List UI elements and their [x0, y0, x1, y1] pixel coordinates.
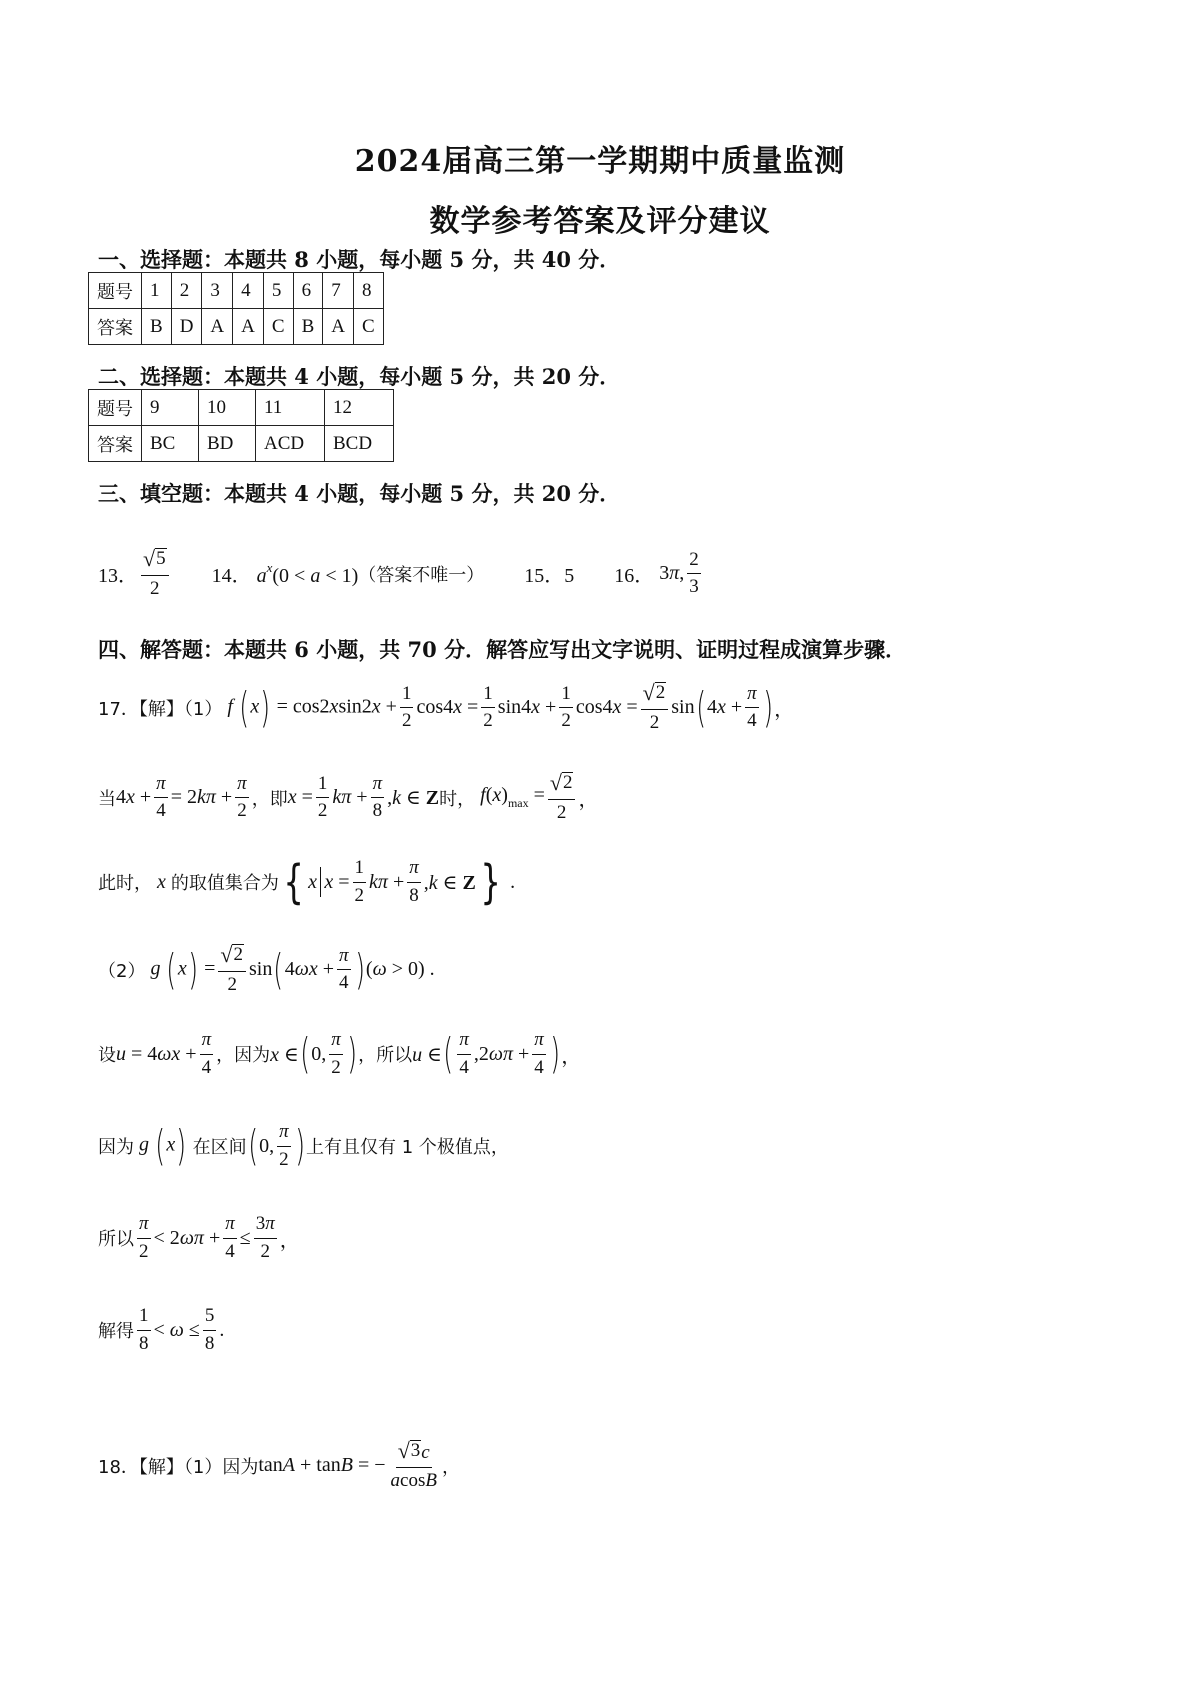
- document-title: 2024届高三第一学期期中质量监测: [354, 144, 846, 179]
- solution-18-heading: 18．【解】（1）因为: [98, 1456, 259, 1478]
- table-cell: 3: [202, 273, 233, 309]
- q16-label: 16．: [614, 565, 655, 588]
- table-row: [89, 309, 384, 345]
- table-cell: A: [202, 309, 233, 345]
- text-span: 的取值集合为: [170, 873, 279, 895]
- table-cell: B: [142, 309, 172, 345]
- solution-18-line-1: 18．【解】（1）因为 tanA + tanB = − √ 3 c acosB ，: [98, 1438, 460, 1491]
- table-cell: BCD: [325, 426, 394, 462]
- table-row: [89, 390, 394, 426]
- text-span: ，: [441, 1456, 460, 1478]
- table-cell: 12: [325, 390, 394, 426]
- section-1-heading: 一、选择题：本题共 8 小题，每小题 5 分，共 40 分．: [98, 247, 621, 272]
- solution-17-line-5: 设 u = 4ωx + $\frac{\pi}{4}$ ，因为 x ∈ ( 0, $\frac{\pi}{2}$ ) ，所以 u ∈ ( $\frac{\pi}{4}$ ,2ωπ + $\frac{\pi}{4}$ ) ，: [98, 1029, 582, 1079]
- text-span: 所以: [98, 1229, 134, 1251]
- table-row: [89, 273, 384, 309]
- table-cell: BD: [199, 426, 256, 462]
- q14-answer: $a^x(0 < a < 1)$: [256, 559, 359, 587]
- q14-note: （答案不唯一）: [358, 564, 485, 586]
- q16-fraction: [687, 550, 701, 599]
- text-span: 设: [98, 1045, 116, 1067]
- q16-denominator: 3: [689, 576, 699, 598]
- q13-numerator: 5: [156, 548, 166, 570]
- text-span: 时，: [439, 788, 476, 810]
- solution-17-heading: 17．【解】（1）: [98, 698, 223, 720]
- table-cell: 7: [323, 273, 354, 309]
- q15-answer: 15．5: [524, 565, 575, 588]
- table-cell: B: [293, 309, 323, 345]
- solution-17-line-7: 所以 $\frac{\pi}{2}$ < 2ωπ + $\frac{\pi}{4}$ ≤ $\frac{3\pi}{2}$ ，: [98, 1213, 300, 1262]
- table-cell: 1: [142, 273, 172, 309]
- table-cell: 答案: [89, 426, 142, 462]
- table-cell: 2: [171, 273, 202, 309]
- text-span: 此时，: [98, 873, 152, 895]
- table-cell: 题号: [89, 390, 142, 426]
- text-span: ，因为: [216, 1045, 271, 1067]
- table-cell: C: [263, 309, 293, 345]
- table-cell: C: [354, 309, 384, 345]
- solution-17-line-4: （2） g (x) = √ 2 2 sin ( 4ωx + $\frac{\pi}{4}$ ) (ω > 0) .: [98, 942, 435, 995]
- q16-answer: 3π,: [654, 562, 685, 585]
- fill-in-answers: [98, 548, 704, 600]
- q16-numerator: 2: [687, 550, 701, 575]
- table-cell: A: [233, 309, 264, 345]
- section-4-heading: 四、解答题：本题共 6 小题，共 70 分．解答应写出文字说明、证明过程成演算步骤．: [98, 637, 907, 662]
- text-span: （2）: [98, 960, 146, 982]
- table-cell: 6: [293, 273, 323, 309]
- table-cell: 11: [256, 390, 325, 426]
- solution-17-line-6: 因为 g (x) 在区间 ( 0, $\frac{\pi}{2}$ ) 上有且仅有 1 个极值点，: [98, 1121, 509, 1171]
- text-span: 在区间: [192, 1137, 247, 1159]
- text-span: 解得: [98, 1321, 134, 1343]
- section-3-heading: 三、填空题：本题共 4 小题，每小题 5 分，共 20 分．: [98, 481, 621, 506]
- table-cell: BC: [142, 426, 199, 462]
- solution-17-line-1: 17．【解】（1） f (x) = cos2xsin2x + $\frac{1}{2}$ cos4x = $\frac{1}{2}$ sin4x + $\frac{1}{2}$ cos4x = √ 2 2 sin ( 4x + $\frac{\pi}{4}$ ) ，: [98, 680, 795, 733]
- q13-denominator: 2: [150, 577, 160, 599]
- text-span: 上有且仅有 1 个极值点，: [305, 1137, 509, 1159]
- table-row: [89, 426, 394, 462]
- solution-17-line-3: 此时， x 的取值集合为 { x x = $\frac{1}{2}$ kπ + $\frac{\pi}{8}$ ,k ∈ Z } .: [98, 855, 516, 910]
- table-cell: 答案: [89, 309, 142, 345]
- q14-label: 14．: [211, 565, 252, 588]
- answer-table-1: [88, 272, 384, 345]
- solution-17-line-8: 解得 $\frac{1}{8}$ < ω ≤ $\frac{5}{8}$ .: [98, 1305, 225, 1354]
- section-2-heading: 二、选择题：本题共 4 小题，每小题 5 分，共 20 分．: [98, 364, 621, 389]
- table-cell: ACD: [256, 426, 325, 462]
- table-cell: D: [171, 309, 202, 345]
- document-subtitle: 数学参考答案及评分建议: [429, 204, 771, 239]
- text-span: ，所以: [358, 1045, 413, 1067]
- table-cell: 4: [233, 273, 264, 309]
- table-cell: 8: [354, 273, 384, 309]
- q13-label: 13．: [98, 565, 138, 588]
- text-span: 当: [98, 788, 116, 810]
- table-cell: 5: [263, 273, 293, 309]
- table-cell: 9: [142, 390, 199, 426]
- text-span: ，即: [251, 788, 288, 810]
- table-cell: 10: [199, 390, 256, 426]
- table-cell: A: [323, 309, 354, 345]
- q13-answer: √ 5 2: [141, 548, 169, 600]
- text-span: 因为: [98, 1137, 134, 1159]
- table-cell: 题号: [89, 273, 142, 309]
- solution-17-line-2: 当 4x + $\frac{\pi}{4}$ = 2kπ + $\frac{\pi}{2}$ ，即 x = $\frac{1}{2}$ kπ + $\frac{\pi}{8}$ ,k ∈ Z 时， $f(x)_{max}$ = √ 2 2 ，: [98, 770, 599, 823]
- answer-table-2: [88, 389, 394, 462]
